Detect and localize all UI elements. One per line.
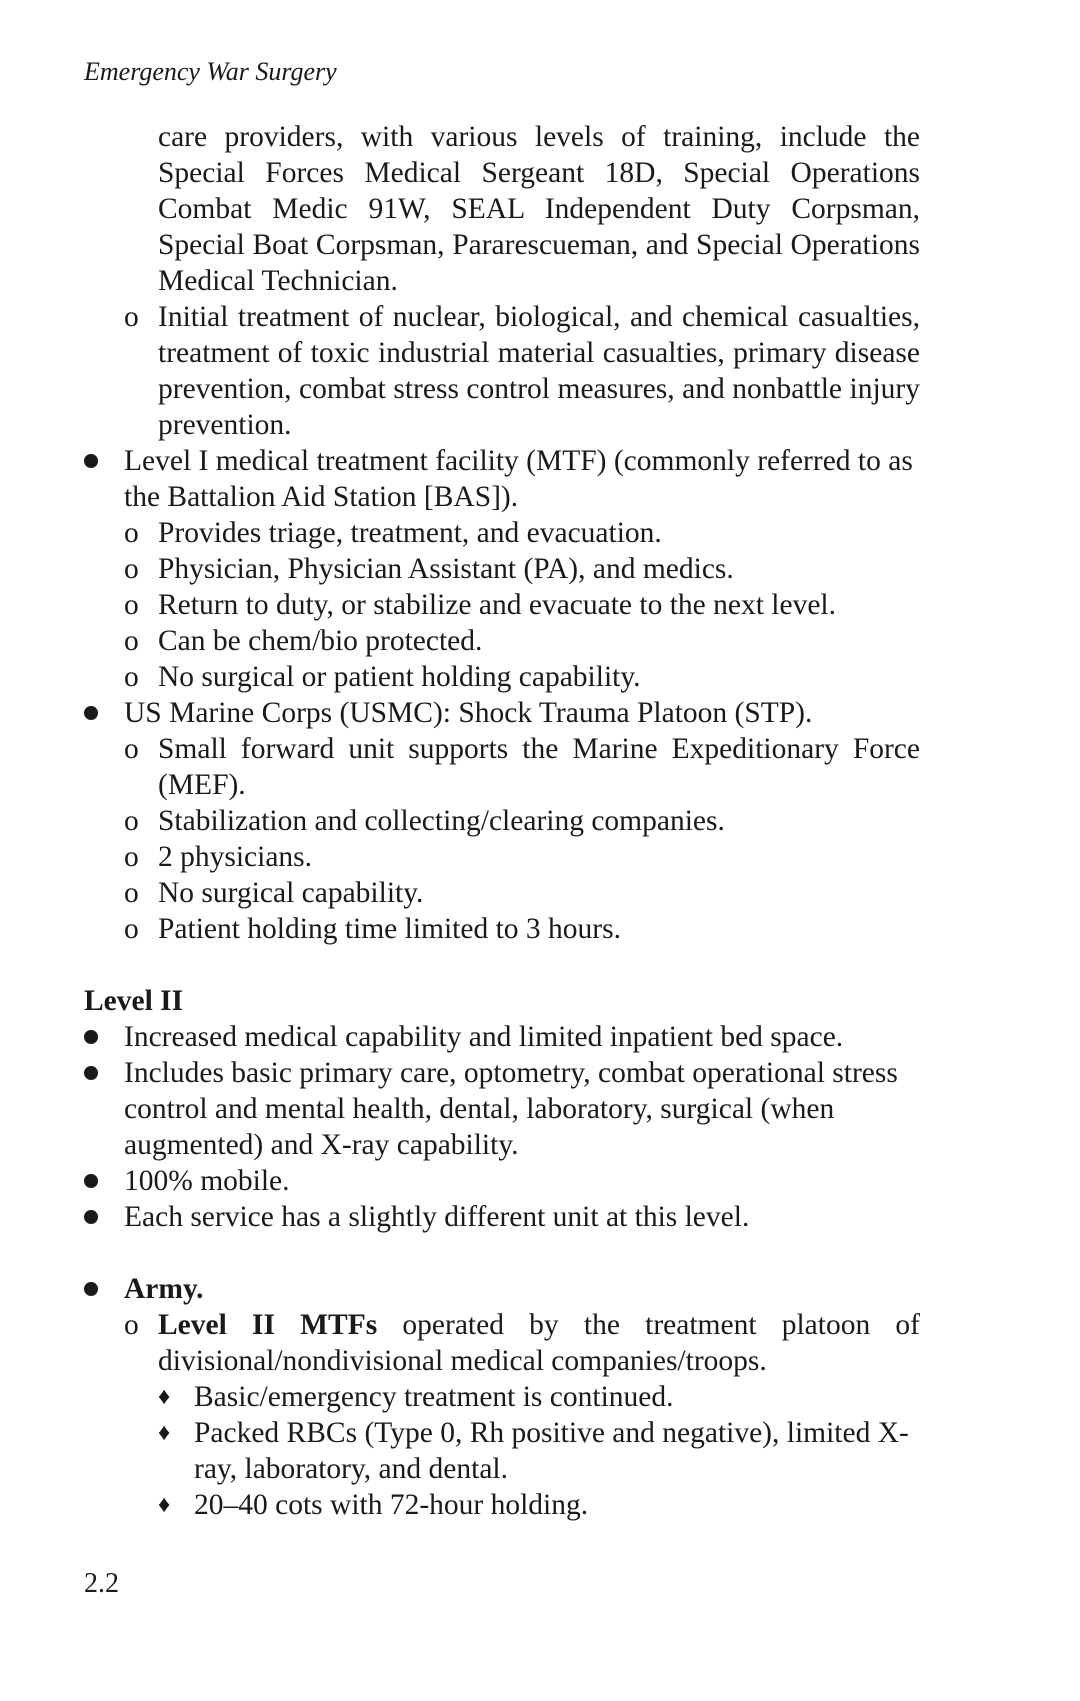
list-item <box>84 911 920 947</box>
bullet-army <box>84 1271 920 1307</box>
sub-bullet-marker: o <box>124 661 139 693</box>
list-item-text: Return to duty, or stabilize and evacuate to the next level. <box>158 589 836 621</box>
bullet-usmc <box>84 695 920 731</box>
bullet-dot-icon <box>84 1066 98 1080</box>
diamond-bullet-icon: ♦ <box>158 1384 171 1410</box>
list-item <box>84 803 920 839</box>
sub-bullet-marker: o <box>124 301 139 333</box>
list-item-text: Can be chem/bio protected. <box>158 625 483 657</box>
list-item <box>84 1487 920 1523</box>
list-item <box>84 1379 920 1415</box>
list-item-text: Increased medical capability and limited inpatient bed space. <box>124 1021 844 1053</box>
list-item-text: US Marine Corps (USMC): Shock Trauma Platoon (STP). <box>124 697 813 729</box>
list-item-text: No surgical or patient holding capability. <box>158 661 641 693</box>
list-item-text: Level I medical treatment facility (MTF) (commonly referred to as the Battalion Aid Station [BAS]). <box>124 445 913 513</box>
list-item-text: Stabilization and collecting/clearing companies. <box>158 805 725 837</box>
list-item <box>84 1019 920 1055</box>
list-item <box>84 587 920 623</box>
list-item <box>84 1415 920 1487</box>
bullet-dot-icon <box>84 1030 98 1044</box>
sub-bullet-marker: o <box>124 625 139 657</box>
list-item-text: operated by the treatment platoon of divisional/nondivisional medical companies/troops. <box>158 1309 920 1377</box>
sub-bullet-marker: o <box>124 1309 139 1341</box>
list-item-text: Includes basic primary care, optometry, combat operational stress control and mental health, dental, laboratory, surgical (when augmented) and X-ray capability. <box>124 1057 898 1161</box>
list-item <box>84 515 920 551</box>
list-item-text: Patient holding time limited to 3 hours. <box>158 913 621 945</box>
section-heading-level-ii: Level II <box>84 985 184 1017</box>
list-item-text: Small forward unit supports the Marine Expeditionary Force (MEF). <box>158 733 920 801</box>
list-item <box>84 1163 920 1199</box>
list-item <box>84 623 920 659</box>
sub-bullet-marker: o <box>124 877 139 909</box>
spacer <box>84 947 920 983</box>
sub-bullet-marker: o <box>124 553 139 585</box>
list-item-text: Each service has a slightly different unit at this level. <box>124 1201 750 1233</box>
bullet-level-1-mtf <box>84 443 920 515</box>
running-head: Emergency War Surgery <box>84 57 337 86</box>
bullet-dot-icon <box>84 706 98 720</box>
bullet-dot-icon <box>84 1210 98 1224</box>
spacer <box>84 1235 920 1271</box>
body-text <box>84 119 920 1523</box>
sub-bullet-marker: o <box>124 805 139 837</box>
list-item-text: Provides triage, treatment, and evacuation. <box>158 517 662 549</box>
sub-bullet-marker: o <box>124 841 139 873</box>
list-item-text: 2 physicians. <box>158 841 313 873</box>
list-item <box>84 1199 920 1235</box>
list-item-text: Initial treatment of nuclear, biological, and chemical casualties, treatment of toxic industrial material casualties, primary disease prevention, combat stress control measures, and nonbattle injury prevention. <box>158 301 920 441</box>
list-item-text: Basic/emergency treatment is continued. <box>194 1381 674 1413</box>
list-item-text: Army. <box>124 1273 204 1305</box>
bullet-dot-icon <box>84 1174 98 1188</box>
list-item <box>84 839 920 875</box>
diamond-bullet-icon: ♦ <box>158 1420 171 1446</box>
sub-bullet-marker: o <box>124 589 139 621</box>
list-item-bold-text: Level II MTFs <box>158 1309 378 1341</box>
list-item <box>84 1055 920 1163</box>
list-item-text: Physician, Physician Assistant (PA), and medics. <box>158 553 734 585</box>
diamond-bullet-icon: ♦ <box>158 1492 171 1518</box>
page-number: 2.2 <box>84 1568 119 1599</box>
list-item <box>84 551 920 587</box>
list-item <box>84 1307 920 1379</box>
intro-continuation: care providers, with various levels of training, include the Special Forces Medical Sergeant 18D, Special Operations Combat Medic 91W, SEAL Independent Duty Corpsman, Special Boat Corpsman, Pararescueman, and Special Operations Medical Technician. <box>158 121 920 297</box>
bullet-dot-icon <box>84 1282 98 1296</box>
list-item-text: No surgical capability. <box>158 877 424 909</box>
list-item-text: 20–40 cots with 72-hour holding. <box>194 1489 589 1521</box>
sub-bullet-marker: o <box>124 913 139 945</box>
sub-bullet-marker: o <box>124 517 139 549</box>
list-item <box>84 659 920 695</box>
list-item-text: Packed RBCs (Type 0, Rh positive and negative), limited X-ray, laboratory, and dental. <box>194 1417 909 1485</box>
bullet-dot-icon <box>84 454 98 468</box>
list-item <box>84 875 920 911</box>
list-item <box>84 299 920 443</box>
list-item-text: 100% mobile. <box>124 1165 290 1197</box>
sub-bullet-marker: o <box>124 733 139 765</box>
list-item <box>84 731 920 803</box>
